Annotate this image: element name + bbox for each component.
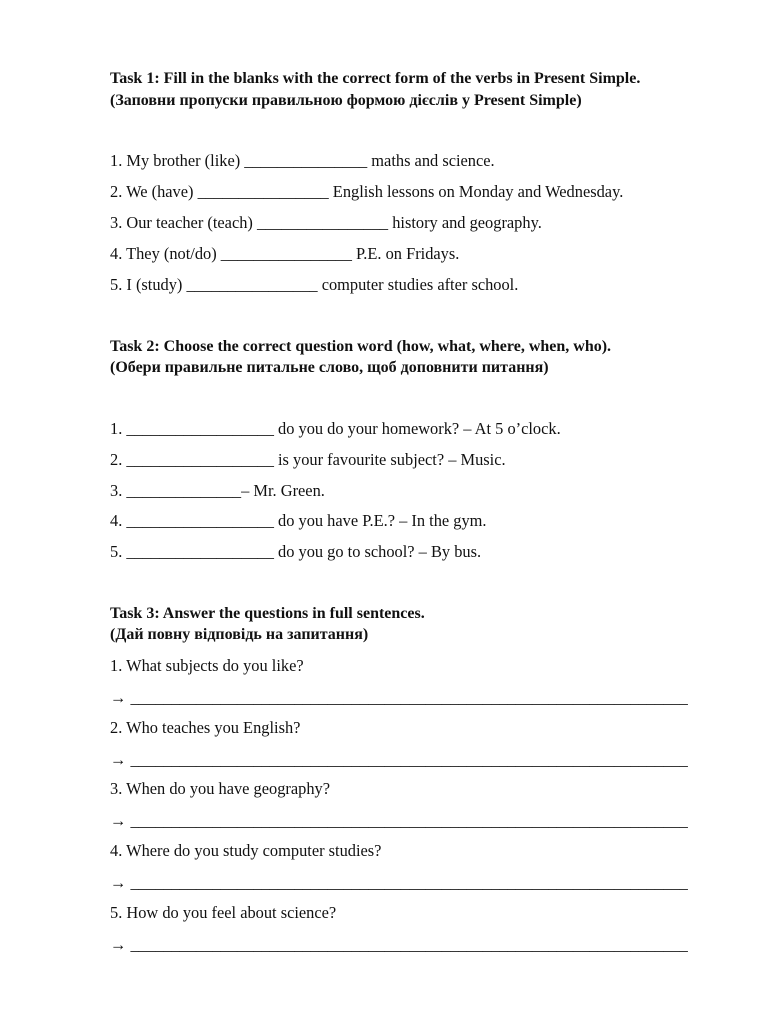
task2-item-4: 4. __________________ do you have P.E.? – In the gym.	[110, 511, 487, 530]
task3-answer-line-1[interactable]: → ____________________________________________________________________	[110, 688, 688, 707]
task3-answer-line-3[interactable]: → ____________________________________________________________________	[110, 811, 688, 830]
task3-answer-line-2[interactable]: → ____________________________________________________________________	[110, 750, 688, 769]
task3-question-5: 5. How do you feel about science?	[110, 903, 337, 922]
task2-item-3: 3. ______________– Mr. Green.	[110, 481, 325, 500]
task2-item-1: 1. __________________ do you do your homework? – At 5 o’clock.	[110, 419, 561, 438]
task1-title: Task 1: Fill in the blanks with the correct form of the verbs in Present Simple.	[110, 70, 641, 87]
task1-item-2: 2. We (have) ________________ English lessons on Monday and Wednesday.	[110, 182, 624, 201]
task3-question-1: 1. What subjects do you like?	[110, 656, 304, 675]
task1-subtitle: (Заповни пропуски правильною формою дієслів у Present Simple)	[110, 92, 582, 109]
task2-item-5: 5. __________________ do you go to school? – By bus.	[110, 542, 482, 561]
task1-item-1: 1. My brother (like) _______________ maths and science.	[110, 151, 495, 170]
task3-question-4: 4. Where do you study computer studies?	[110, 841, 382, 860]
task2-subtitle: (Обери правильне питальне слово, щоб доповнити питання)	[110, 359, 549, 376]
task2-item-2: 2. __________________ is your favourite subject? – Music.	[110, 450, 506, 469]
task3-subtitle: (Дай повну відповідь на запитання)	[110, 626, 369, 643]
task3-question-2: 2. Who teaches you English?	[110, 718, 301, 737]
task1-item-4: 4. They (not/do) ________________ P.E. on Fridays.	[110, 244, 460, 263]
task3-answer-line-4[interactable]: → ____________________________________________________________________	[110, 873, 688, 892]
task3-question-3: 3. When do you have geography?	[110, 779, 330, 798]
task3-answer-line-5[interactable]: → ____________________________________________________________________	[110, 935, 688, 954]
task2-title: Task 2: Choose the correct question word (how, what, where, when, who).	[110, 338, 612, 355]
task3-title: Task 3: Answer the questions in full sentences.	[110, 605, 425, 622]
task1-item-5: 5. I (study) ________________ computer studies after school.	[110, 275, 519, 294]
task1-item-3: 3. Our teacher (teach) ________________ history and geography.	[110, 213, 542, 232]
